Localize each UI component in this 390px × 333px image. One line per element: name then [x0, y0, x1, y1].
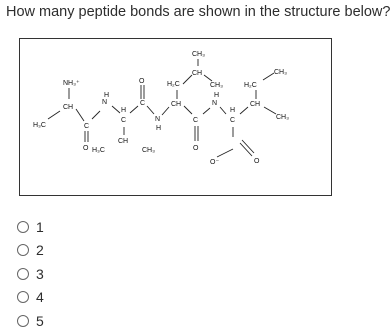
- label-o-4: O: [254, 158, 260, 165]
- label-c-carbonyl-3: C: [193, 117, 199, 124]
- label-o-1: O: [83, 145, 89, 152]
- label-c-alpha-4: C: [230, 117, 236, 124]
- peptide-structure-diagram: [19, 38, 332, 196]
- radio-button-icon[interactable]: [17, 315, 29, 327]
- label-h-n2: H: [156, 125, 162, 132]
- radio-button-icon[interactable]: [17, 221, 29, 233]
- label-n-3: N: [212, 100, 218, 107]
- label-nh3: NH₃⁺: [63, 80, 80, 87]
- label-ch-side-3: CH: [192, 70, 203, 77]
- label-n-2: N: [155, 116, 161, 123]
- label-h3c-side-2: H₃C: [92, 147, 105, 154]
- label-ch3-top-4: CH₃: [274, 69, 287, 76]
- label-h-alpha-2: H: [121, 107, 127, 114]
- label-h2c-side-4: H₂C: [244, 82, 257, 89]
- peptide-structure-svg: [20, 39, 333, 197]
- label-c-carbonyl-1: C: [84, 123, 90, 130]
- structure-bonds: [48, 59, 276, 157]
- radio-button-icon[interactable]: [17, 244, 29, 256]
- label-h-n1: H: [104, 92, 110, 99]
- label-ch-side-2: CH: [118, 138, 129, 145]
- option-4[interactable]: [17, 286, 44, 310]
- label-ch3-side-2: CH₃: [142, 147, 155, 154]
- label-n-1: N: [102, 99, 108, 106]
- question-text: How many peptide bonds are shown in the structure below?: [6, 4, 390, 20]
- option-1[interactable]: [17, 215, 44, 239]
- label-h2c-side-3: H₂C: [167, 81, 180, 88]
- label-c-carbonyl-2: C: [140, 100, 146, 107]
- option-label: 3: [36, 265, 44, 282]
- label-o-minus: O⁻: [210, 159, 220, 166]
- option-label: 1: [36, 218, 44, 235]
- label-ch-side-4: CH: [250, 101, 261, 108]
- label-o-2: O: [139, 78, 145, 85]
- label-ch3-side-3: CH₃: [210, 82, 223, 89]
- option-5[interactable]: [17, 309, 44, 333]
- label-ch-alpha-3: CH: [171, 101, 182, 108]
- label-ch-1: CH: [63, 104, 74, 111]
- option-label: 5: [36, 312, 44, 329]
- option-2[interactable]: [17, 239, 44, 263]
- label-c-alpha-2: C: [121, 117, 127, 124]
- label-o-3: O: [193, 145, 199, 152]
- radio-button-icon[interactable]: [17, 268, 29, 280]
- label-h-alpha-4: H: [230, 107, 236, 114]
- label-h3c-left: H₃C: [33, 122, 46, 129]
- option-3[interactable]: [17, 262, 44, 286]
- label-h-n3: H: [214, 92, 220, 99]
- option-label: 2: [36, 242, 44, 259]
- option-label: 4: [36, 289, 44, 306]
- label-ch3-side-4: CH₃: [276, 114, 289, 121]
- radio-button-icon[interactable]: [17, 291, 29, 303]
- label-ch3-top-3: CH₃: [192, 51, 205, 58]
- answer-options: [17, 215, 44, 333]
